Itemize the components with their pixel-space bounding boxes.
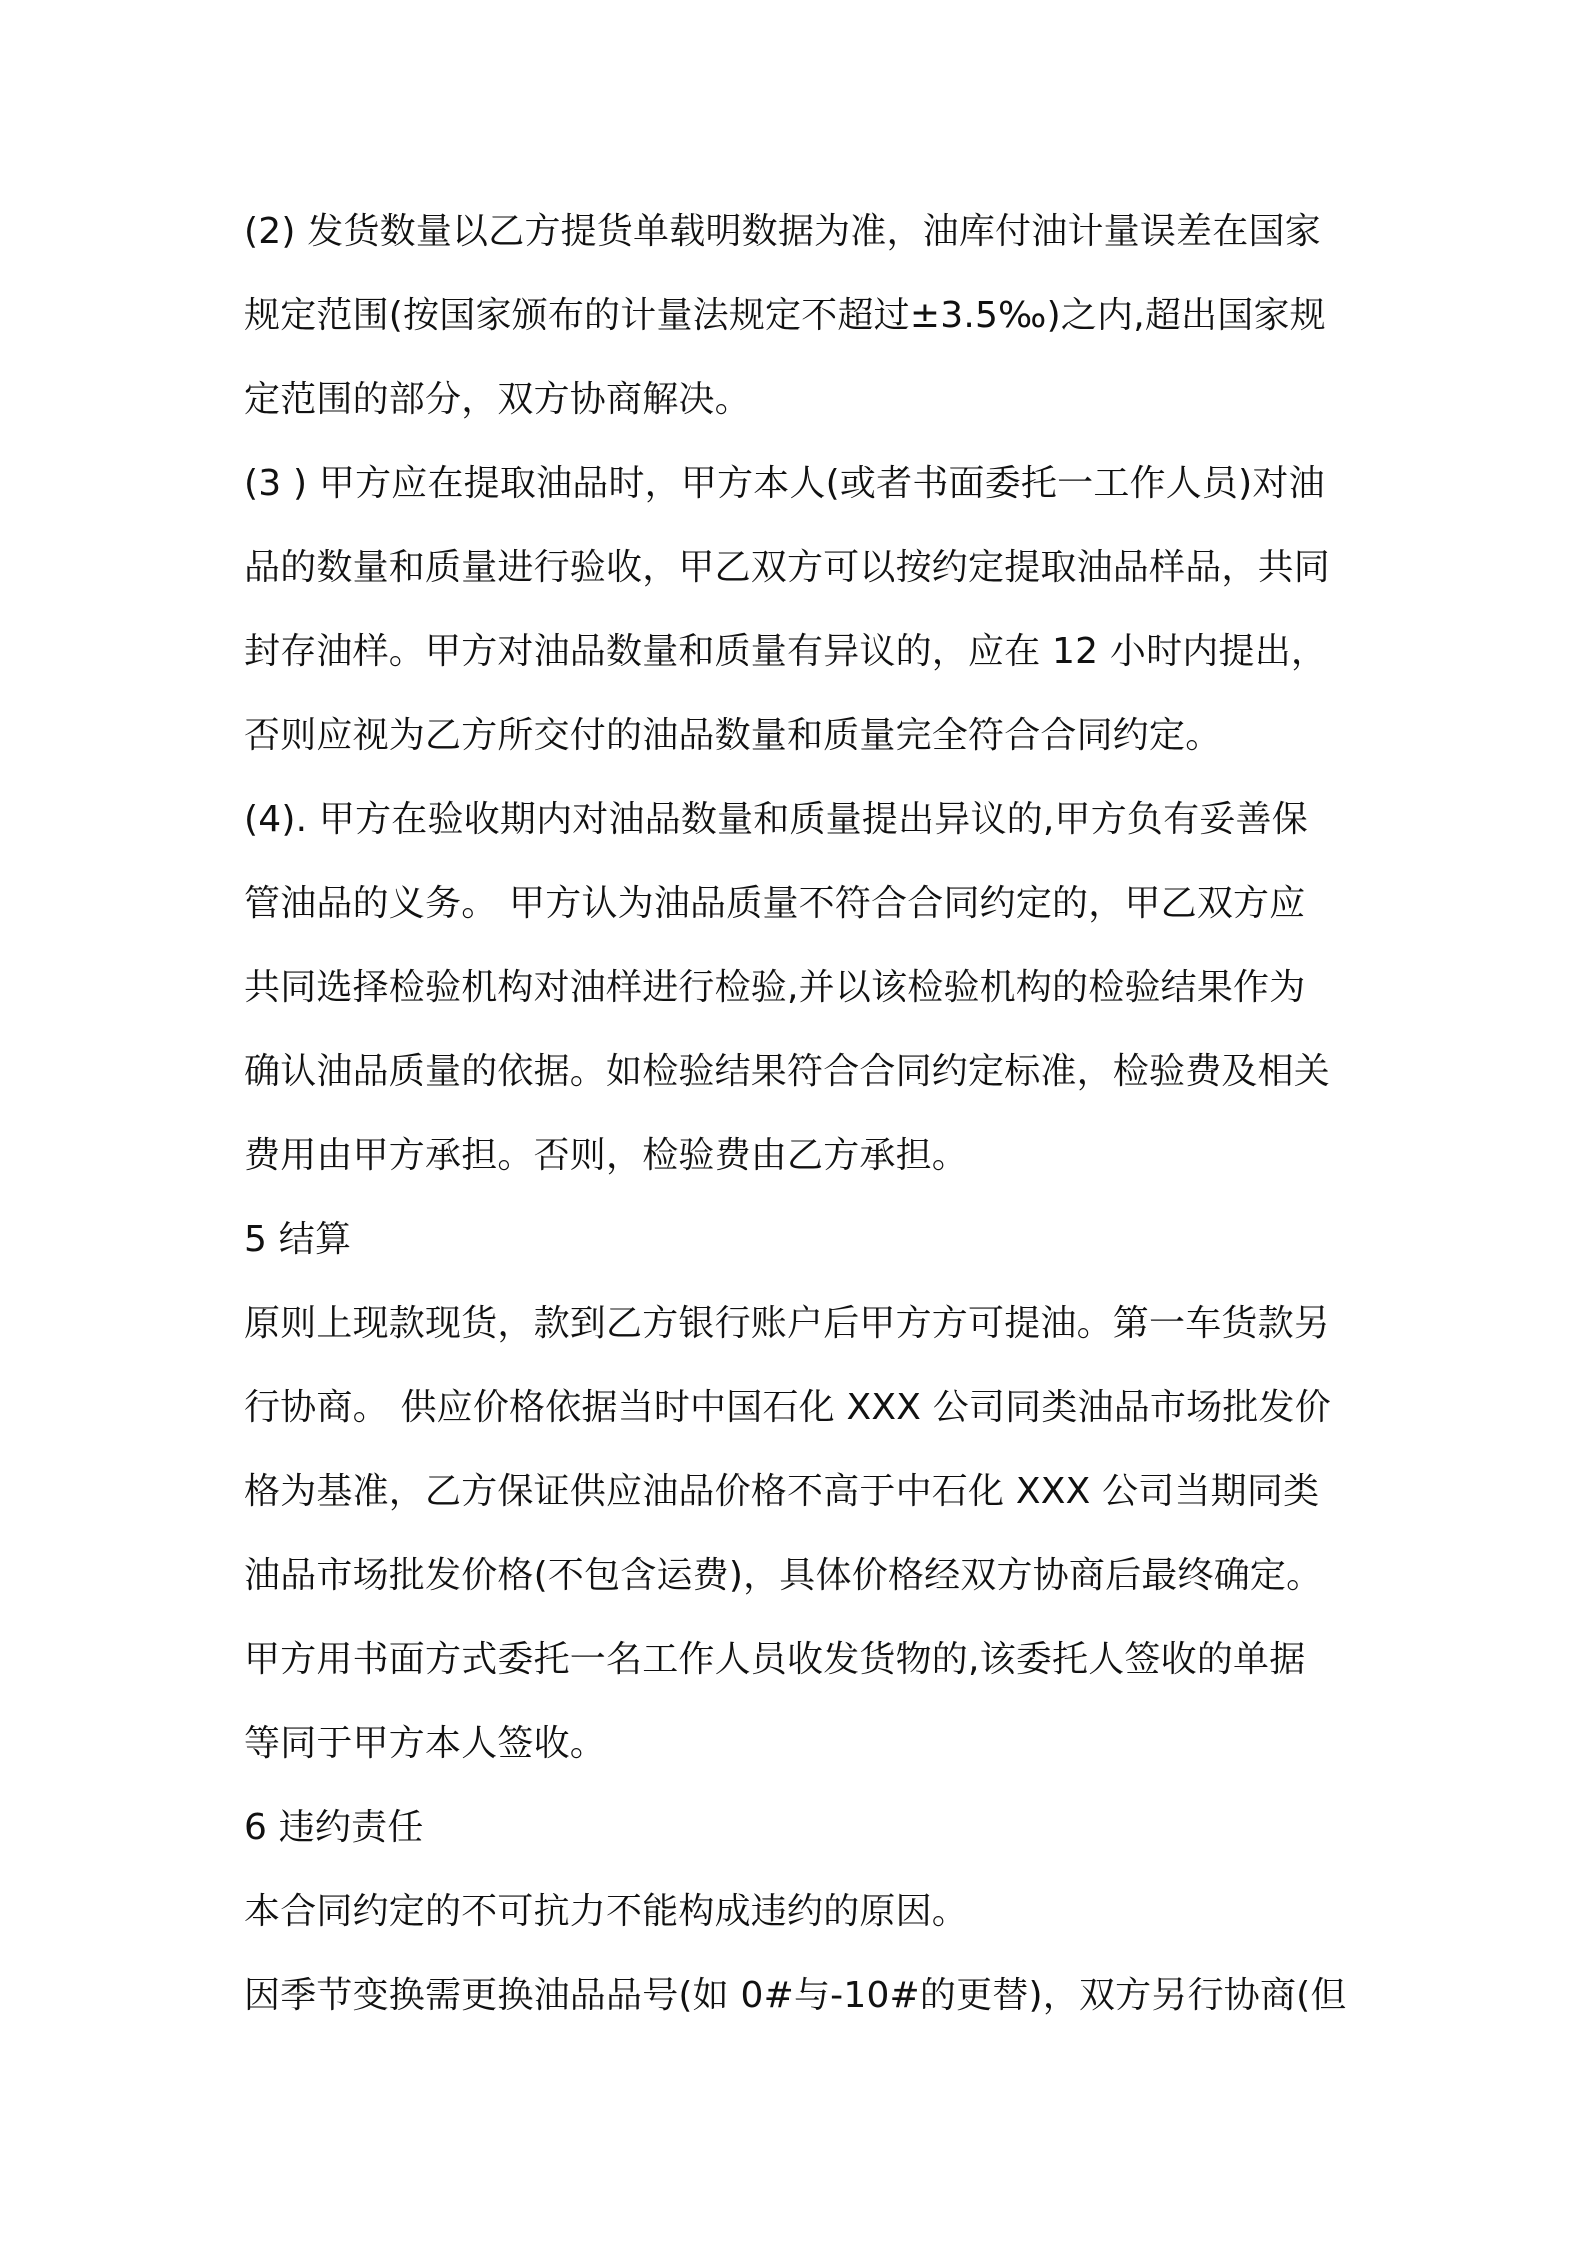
- text-line: 因季节变换需更换油品品号(如 0#与-10#的更替)，双方另行协商(但: [244, 1975, 1347, 2016]
- text-line: 费用由甲方承担。否则，检验费由乙方承担。: [244, 1135, 969, 1176]
- text-line: 本合同约定的不可抗力不能构成违约的原因。: [244, 1891, 969, 1932]
- text-line: 原则上现款现货，款到乙方银行账户后甲方方可提油。第一车货款另: [244, 1303, 1331, 1344]
- text-line: 规定范围(按国家颁布的计量法规定不超过±3.5‰)之内,超出国家规: [244, 295, 1326, 336]
- text-line: 格为基准，乙方保证供应油品价格不高于中石化 XXX 公司当期同类: [244, 1471, 1320, 1512]
- text-line: 共同选择检验机构对油样进行检验,并以该检验机构的检验结果作为: [244, 967, 1306, 1008]
- text-line: 管油品的义务。 甲方认为油品质量不符合合同约定的，甲乙双方应: [244, 883, 1306, 924]
- text-line: 行协商。 供应价格依据当时中国石化 XXX 公司同类油品市场批发价: [244, 1387, 1331, 1428]
- section-heading: 6 违约责任: [244, 1807, 424, 1848]
- text-line: 确认油品质量的依据。如检验结果符合合同约定标准，检验费及相关: [244, 1051, 1331, 1092]
- text-line: (4). 甲方在验收期内对油品数量和质量提出异议的,甲方负有妥善保: [244, 799, 1308, 840]
- text-line: (2) 发货数量以乙方提货单载明数据为准，油库付油计量误差在国家: [244, 211, 1321, 252]
- text-line: (3 ) 甲方应在提取油品时，甲方本人(或者书面委托一工作人员)对油: [244, 463, 1325, 504]
- text-line: 品的数量和质量进行验收，甲乙双方可以按约定提取油品样品，共同: [244, 547, 1331, 588]
- text-line: 甲方用书面方式委托一名工作人员收发货物的,该委托人签收的单据: [244, 1639, 1306, 1680]
- document-body: [244, 190, 1364, 2038]
- text-line: 封存油样。甲方对油品数量和质量有异议的，应在 12 小时内提出，: [244, 631, 1328, 672]
- text-line: 等同于甲方本人签收。: [244, 1723, 607, 1764]
- text-line: 定范围的部分，双方协商解决。: [244, 379, 751, 420]
- section-heading: 5 结算: [244, 1219, 352, 1260]
- text-line: 否则应视为乙方所交付的油品数量和质量完全符合合同约定。: [244, 715, 1222, 756]
- text-line: 油品市场批发价格(不包含运费)，具体价格经双方协商后最终确定。: [244, 1555, 1323, 1596]
